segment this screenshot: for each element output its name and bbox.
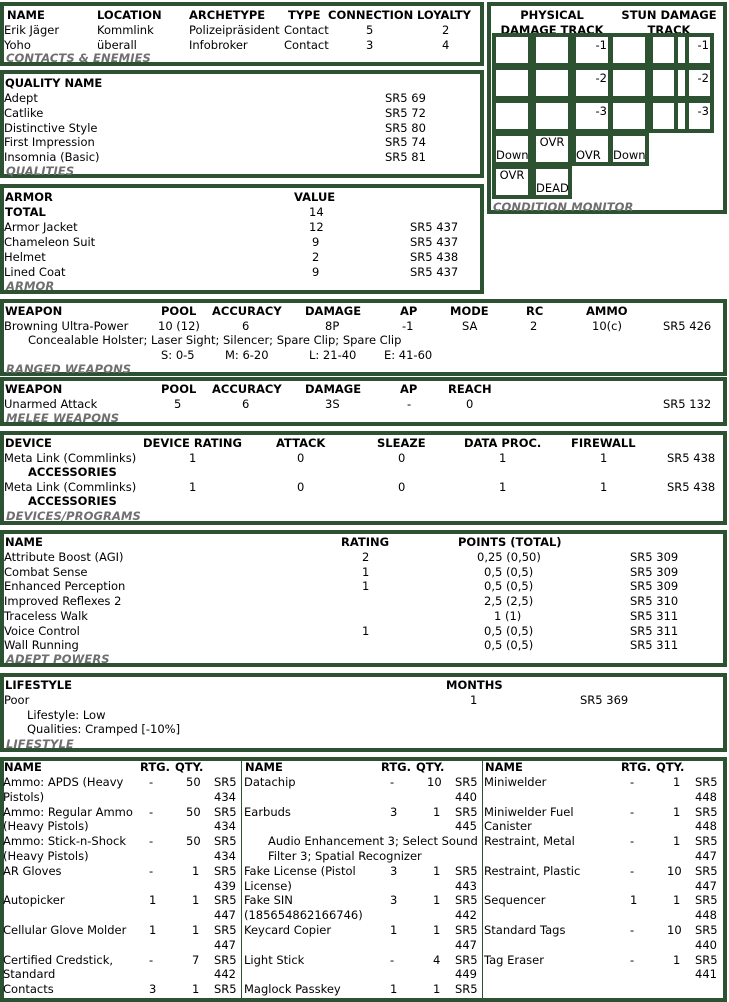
power-source: SR5 309: [630, 565, 679, 579]
gear-item-name: Earbuds: [244, 804, 291, 819]
power-name: Traceless Walk: [4, 609, 88, 623]
gear-item-name: Restraint, Plastic: [484, 863, 581, 878]
melee-weapon-accuracy: 6: [242, 397, 250, 411]
gear-item-name: Fake License (Pistol License): [244, 863, 356, 893]
gear-item-name: Keycard Copier: [244, 923, 332, 937]
melee-header-accuracy: ACCURACY: [212, 382, 282, 396]
melee-header-pool: POOL: [161, 382, 197, 396]
power-points: 0,5 (0,5): [484, 579, 534, 593]
gear-item-source: SR5 443: [455, 863, 478, 893]
power-source: SR5 309: [630, 579, 679, 593]
armor-source: SR5 437: [410, 265, 459, 279]
gear-item-source: SR5 445: [455, 804, 478, 834]
quality-source: SR5 80: [385, 121, 426, 135]
contact-loyalty: 4: [442, 38, 450, 52]
device-accessories-label: ACCESSORIES: [28, 494, 117, 508]
gear-item-qty: 1: [673, 952, 681, 967]
physical-box[interactable]: [532, 33, 572, 67]
power-name: Voice Control: [4, 624, 80, 638]
armor-source: SR5 437: [410, 220, 459, 234]
quality-name: Catlike: [4, 106, 44, 120]
down-label: Down: [496, 148, 529, 163]
gear-item-qty: 1: [433, 982, 441, 997]
ranged-weapon-rc: 2: [530, 319, 538, 333]
gear-item-rating: -: [630, 775, 635, 789]
gear-item-source: SR5 448: [695, 804, 718, 834]
lifestyle-months-header: MONTHS: [446, 678, 503, 692]
quality-source: SR5 74: [385, 135, 426, 149]
ranged-header-damage: DAMAGE: [305, 304, 362, 318]
device-sleaze: 0: [398, 451, 406, 465]
armor-total-label: TOTAL: [5, 205, 46, 219]
device-attack: 0: [297, 451, 305, 465]
contact-loyalty: 2: [442, 23, 450, 37]
physical-down-box[interactable]: [492, 132, 532, 166]
device-firewall: 1: [600, 451, 608, 465]
gear-item-rating: -: [149, 952, 154, 967]
armor-source: SR5 437: [410, 235, 459, 249]
powers-header-name: NAME: [5, 535, 43, 549]
power-name: Attribute Boost (AGI): [4, 550, 124, 564]
quality-name: Distinctive Style: [4, 121, 98, 135]
stun-modifier: -3: [697, 104, 709, 118]
gear-item-rating: 1: [390, 982, 398, 997]
gear-item-source: SR5 447: [695, 863, 718, 893]
gear-item-qty: 1: [673, 775, 681, 789]
ranged-caption: RANGED WEAPONS: [6, 362, 132, 376]
physical-box[interactable]: [572, 33, 612, 67]
stun-down-box[interactable]: [609, 132, 649, 166]
gear-item-rating: -: [630, 804, 635, 819]
melee-weapon-reach: 0: [466, 397, 474, 411]
armor-name: Chameleon Suit: [4, 235, 96, 249]
gear-item-name: Autopicker: [3, 893, 65, 908]
gear-header-rating: RTG.: [381, 760, 411, 774]
stun-box[interactable]: [609, 33, 649, 67]
gear-item-source: SR5 434: [214, 804, 237, 834]
gear-item-qty: 10: [667, 863, 682, 878]
devices-panel: [0, 431, 727, 525]
ranged-header-accuracy: ACCURACY: [212, 304, 282, 318]
devices-header-attack: ATTACK: [276, 436, 326, 450]
ovr-label: OVR: [539, 135, 565, 149]
gear-item-rating: -: [149, 804, 154, 819]
power-rating: 2: [362, 550, 370, 564]
quality-source: SR5 72: [385, 106, 426, 120]
quality-name: First Impression: [4, 135, 95, 149]
ranged-weapon-name: Browning Ultra-Power: [4, 319, 129, 333]
power-source: SR5 311: [630, 638, 679, 652]
gear-item-name: Contacts: [3, 982, 54, 997]
device-sleaze: 0: [398, 480, 406, 494]
gear-item-rating: -: [630, 952, 635, 967]
gear-item-name: Cellular Glove Molder: [3, 923, 127, 937]
physical-modifier: -3: [595, 104, 607, 118]
gear-item-qty: 1: [192, 893, 200, 908]
power-source: SR5 310: [630, 594, 679, 608]
armor-total-value: 14: [309, 205, 324, 219]
device-firewall: 1: [600, 480, 608, 494]
lifestyle-source: SR5 369: [580, 693, 629, 707]
gear-item-qty: 1: [673, 834, 681, 849]
gear-item-source: SR5 448: [695, 775, 718, 804]
quality-source: SR5 69: [385, 91, 426, 105]
ranged-weapon-source: SR5 426: [663, 319, 712, 333]
power-name: Wall Running: [4, 638, 79, 652]
physical-box[interactable]: [492, 99, 532, 133]
device-source: SR5 438: [667, 451, 716, 465]
gear-item-qty: 50: [186, 775, 201, 789]
devices-header-device: DEVICE: [5, 436, 52, 450]
physical-box[interactable]: [532, 66, 572, 100]
contact-type: Contact: [284, 23, 329, 37]
gear-item-qty: 50: [186, 834, 201, 849]
gear-header-qty: QTY.: [416, 760, 445, 774]
range-extreme: E: 41-60: [384, 348, 433, 362]
melee-weapon-ap: -: [407, 397, 412, 411]
power-rating: 1: [362, 624, 370, 638]
armor-value: 9: [312, 265, 320, 279]
gear-item-name: Certified Credstick, Standard: [3, 952, 114, 982]
gear-item-qty: 1: [192, 923, 200, 937]
lifestyle-caption: LIFESTYLE: [6, 737, 74, 751]
contacts-header-connection: CONNECTION: [328, 8, 414, 22]
stun-box[interactable]: [674, 66, 714, 100]
quality-name: Adept: [4, 91, 38, 105]
gear-item-qty: 1: [433, 863, 441, 878]
lifestyle-qualities: Qualities: Cramped [-10%]: [27, 722, 181, 736]
device-source: SR5 438: [667, 480, 716, 494]
gear-item-source: SR5 434: [214, 775, 237, 804]
armor-header: ARMOR: [5, 190, 53, 204]
ranged-weapon-accessories: Concealable Holster; Laser Sight; Silencer; Spare Clip; Spare Clip: [28, 333, 402, 347]
contacts-header-archetype: ARCHETYPE: [189, 8, 266, 22]
contact-location: Kommlink: [97, 23, 154, 37]
power-points: 0,25 (0,50): [477, 550, 541, 564]
power-points: 0,5 (0,5): [484, 624, 534, 638]
power-points: 1 (1): [494, 609, 522, 623]
gear-item-name: Ammo: APDS (Heavy Pistols): [3, 775, 124, 804]
power-points: 2,5 (2,5): [484, 594, 534, 608]
gear-item-name: Ammo: Stick-n-Shock (Heavy Pistols): [3, 834, 127, 863]
stun-modifier: -1: [697, 38, 709, 52]
armor-name: Armor Jacket: [4, 220, 78, 234]
devices-header-dataproc: DATA PROC.: [464, 436, 542, 450]
gear-item-qty: 1: [192, 982, 200, 997]
gear-item-qty: 1: [673, 893, 681, 908]
gear-header-qty: QTY.: [175, 760, 204, 774]
armor-name: Lined Coat: [4, 265, 66, 279]
gear-item-rating: -: [390, 775, 395, 789]
gear-header-name: NAME: [485, 760, 523, 774]
qualities-header: QUALITY NAME: [5, 76, 103, 90]
device-accessories-label: ACCESSORIES: [28, 465, 117, 479]
melee-weapon-source: SR5 132: [663, 397, 712, 411]
armor-value-header: VALUE: [294, 190, 336, 204]
gear-item-source: SR5 434: [214, 834, 237, 863]
gear-item-source: SR5: [214, 982, 237, 997]
gear-item-qty: 7: [192, 952, 200, 967]
power-name: Enhanced Perception: [4, 579, 126, 593]
gear-header-name: NAME: [4, 760, 42, 774]
gear-item-name: AR Gloves: [3, 863, 62, 878]
gear-item-qty: 1: [433, 923, 441, 937]
armor-caption: ARMOR: [6, 279, 55, 293]
gear-item-rating: -: [149, 863, 154, 878]
stun-box[interactable]: [674, 33, 714, 67]
ranged-weapon-accuracy: 6: [242, 319, 250, 333]
gear-item-source: SR5 447: [214, 923, 237, 952]
device-dataproc: 1: [499, 451, 507, 465]
gear-item-name: Datachip: [244, 775, 296, 789]
physical-overflow-box[interactable]: [492, 165, 532, 199]
device-rating: 1: [189, 451, 197, 465]
physical-overflow-box[interactable]: [572, 132, 612, 166]
gear-item-source: SR5 440: [455, 775, 478, 804]
gear-item-source: SR5 442: [214, 952, 237, 982]
ranged-weapons-panel: [0, 299, 727, 376]
power-source: SR5 309: [630, 550, 679, 564]
power-rating: 1: [362, 565, 370, 579]
power-source: SR5 311: [630, 624, 679, 638]
gear-item-source: SR5 441: [695, 952, 718, 982]
contacts-panel: [0, 2, 484, 66]
armor-value: 9: [312, 235, 320, 249]
down-label: Down: [613, 148, 646, 163]
power-name: Combat Sense: [4, 565, 88, 579]
melee-header-reach: REACH: [448, 382, 492, 396]
contacts-header-name: NAME: [7, 8, 45, 22]
devices-caption: DEVICES/PROGRAMS: [6, 509, 141, 523]
physical-box[interactable]: [532, 99, 572, 133]
physical-box[interactable]: [492, 66, 532, 100]
power-points: 0,5 (0,5): [484, 638, 534, 652]
contacts-header-location: LOCATION: [97, 8, 162, 22]
qualities-caption: QUALITIES: [6, 164, 75, 178]
ranged-weapon-ammo: 10(c): [592, 319, 622, 333]
gear-item-rating: 3: [149, 982, 157, 997]
gear-item-source: SR5 448: [695, 893, 718, 923]
gear-item-source: SR5 449: [455, 952, 478, 982]
melee-caption: MELEE WEAPONS: [6, 411, 120, 425]
gear-item-rating: 3: [390, 893, 398, 908]
gear-item-rating: -: [630, 923, 635, 937]
gear-item-rating: 1: [390, 923, 398, 937]
contacts-header-type: TYPE: [288, 8, 321, 22]
contact-name: Yoho: [4, 38, 31, 52]
powers-caption: ADEPT POWERS: [6, 652, 110, 666]
armor-source: SR5 438: [410, 250, 459, 264]
quality-name: Insomnia (Basic): [4, 150, 100, 164]
device-rating: 1: [189, 480, 197, 494]
ranged-header-weapon: WEAPON: [5, 304, 63, 318]
lifestyle-header: LIFESTYLE: [5, 678, 72, 692]
gear-item-qty: 4: [433, 952, 441, 967]
lifestyle-detail: Lifestyle: Low: [27, 708, 106, 722]
armor-value: 2: [312, 250, 320, 264]
gear-item-qty: 1: [433, 893, 441, 908]
physical-modifier: -2: [595, 71, 607, 85]
stun-modifier: -2: [697, 71, 709, 85]
ranged-header-ammo: AMMO: [586, 304, 628, 318]
gear-item-rating: -: [149, 775, 154, 789]
gear-item-qty: 1: [673, 804, 681, 819]
gear-item-rating: 1: [149, 923, 157, 937]
contact-name: Erik Jäger: [4, 23, 60, 37]
armor-value: 12: [309, 220, 324, 234]
gear-item-accessories: Audio Enhancement 3; Select Sound Filter 3; Spatial Recognizer: [268, 834, 478, 863]
device-dataproc: 1: [499, 480, 507, 494]
power-source: SR5 311: [630, 609, 679, 623]
contact-connection: 3: [366, 38, 374, 52]
armor-panel: [0, 184, 484, 294]
physical-box[interactable]: [572, 66, 612, 100]
gear-item-name: Sequencer: [484, 893, 546, 908]
quality-source: SR5 81: [385, 150, 426, 164]
physical-box[interactable]: [492, 33, 532, 67]
gear-item-rating: -: [149, 834, 154, 849]
lifestyle-name: Poor: [4, 693, 30, 707]
ranged-weapon-damage: 8P: [325, 319, 340, 333]
gear-item-name: Tag Eraser: [484, 952, 544, 967]
physical-box[interactable]: [572, 99, 612, 133]
gear-item-rating: 3: [390, 804, 398, 819]
gear-item-qty: 1: [192, 863, 200, 878]
lifestyle-months: 1: [470, 693, 478, 707]
gear-item-name: Miniwelder: [484, 775, 547, 789]
physical-track-title: PHYSICAL: [520, 8, 584, 22]
gear-item-source: SR5 447: [455, 923, 478, 952]
physical-modifier: -1: [595, 38, 607, 52]
armor-name: Helmet: [4, 250, 46, 264]
power-rating: 1: [362, 579, 370, 593]
gear-item-source: SR5 439: [214, 863, 237, 893]
melee-weapons-panel: [0, 377, 727, 426]
range-short: S: 0-5: [161, 348, 195, 362]
gear-item-source: SR5 447: [695, 834, 718, 863]
gear-item-qty: 10: [427, 775, 442, 789]
device-name: Meta Link (Commlinks): [4, 480, 137, 494]
gear-item-source: SR5 447: [214, 893, 237, 923]
ranged-weapon-ap: -1: [402, 319, 414, 333]
power-name: Improved Reflexes 2: [4, 594, 122, 608]
powers-header-points: POINTS (TOTAL): [458, 535, 562, 549]
contact-connection: 5: [366, 23, 374, 37]
melee-header-ap: AP: [400, 382, 418, 396]
ranged-weapon-mode: SA: [462, 319, 478, 333]
gear-header-rating: RTG.: [140, 760, 170, 774]
stun-track-subtitle: TRACK: [647, 23, 691, 37]
gear-item-rating: -: [390, 952, 395, 967]
contacts-header-loyalty: LOYALTY: [417, 8, 472, 22]
gear-item-source: SR5 442: [455, 893, 478, 923]
ranged-header-rc: RC: [526, 304, 544, 318]
gear-item-name: Restraint, Metal: [484, 834, 575, 849]
gear-header-name: NAME: [245, 760, 283, 774]
power-points: 0,5 (0,5): [484, 565, 534, 579]
gear-item-source: SR5 440: [695, 923, 718, 952]
ovr-label: OVR: [576, 148, 601, 163]
gear-item-name: Standard Tags: [484, 923, 566, 937]
devices-header-rating: DEVICE RATING: [143, 436, 242, 450]
ranged-weapon-pool: 10 (12): [158, 319, 200, 333]
gear-item-rating: 1: [630, 893, 638, 908]
gear-item-qty: 10: [667, 923, 682, 937]
gear-header-rating: RTG.: [621, 760, 651, 774]
condition-caption: CONDITION MONITOR: [493, 200, 634, 214]
qualities-panel: [0, 70, 484, 178]
melee-header-weapon: WEAPON: [5, 382, 63, 396]
devices-header-sleaze: SLEAZE: [377, 436, 426, 450]
gear-item-source: SR5: [455, 982, 478, 997]
ranged-header-mode: MODE: [450, 304, 489, 318]
gear-item-qty: 1: [433, 804, 441, 819]
devices-header-firewall: FIREWALL: [571, 436, 636, 450]
device-name: Meta Link (Commlinks): [4, 451, 137, 465]
stun-track-title: STUN DAMAGE: [621, 8, 717, 22]
ovr-label: OVR: [499, 168, 525, 182]
contact-archetype: Infobroker: [189, 38, 248, 52]
device-attack: 0: [297, 480, 305, 494]
physical-dead-box[interactable]: [532, 165, 572, 199]
melee-weapon-name: Unarmed Attack: [4, 397, 98, 411]
contact-location: überall: [97, 38, 137, 52]
gear-item-rating: 3: [390, 863, 398, 878]
adept-powers-panel: [0, 530, 727, 667]
gear-item-rating: -: [630, 863, 635, 878]
melee-weapon-pool: 5: [174, 397, 182, 411]
range-long: L: 21-40: [309, 348, 357, 362]
lifestyle-panel: [0, 673, 727, 752]
melee-weapon-damage: 3S: [325, 397, 340, 411]
contact-archetype: Polizeipräsident: [189, 23, 280, 37]
gear-item-qty: 50: [186, 804, 201, 819]
gear-item-name: Light Stick: [244, 952, 305, 967]
gear-item-name: Ammo: Regular Ammo (Heavy Pistols): [3, 804, 133, 834]
gear-item-name: Fake SIN (185654862166746): [244, 893, 363, 923]
gear-item-rating: 1: [149, 893, 157, 908]
melee-header-damage: DAMAGE: [305, 382, 362, 396]
physical-track-subtitle: DAMAGE TRACK: [500, 23, 604, 37]
gear-item-name: Maglock Passkey: [244, 982, 341, 997]
stun-box[interactable]: [609, 66, 649, 100]
ranged-header-ap: AP: [400, 304, 418, 318]
contact-type: Contact: [284, 38, 329, 52]
powers-header-rating: RATING: [341, 535, 390, 549]
contacts-caption: CONTACTS & ENEMIES: [6, 51, 151, 65]
physical-overflow-box[interactable]: [532, 132, 572, 166]
stun-box[interactable]: [609, 99, 649, 133]
stun-box[interactable]: [674, 99, 714, 133]
gear-item-rating: -: [630, 834, 635, 849]
gear-header-qty: QTY.: [656, 760, 685, 774]
dead-label: DEAD: [536, 181, 569, 196]
ranged-header-pool: POOL: [161, 304, 197, 318]
range-medium: M: 6-20: [225, 348, 269, 362]
gear-item-name: Miniwelder Fuel Canister: [484, 804, 574, 834]
